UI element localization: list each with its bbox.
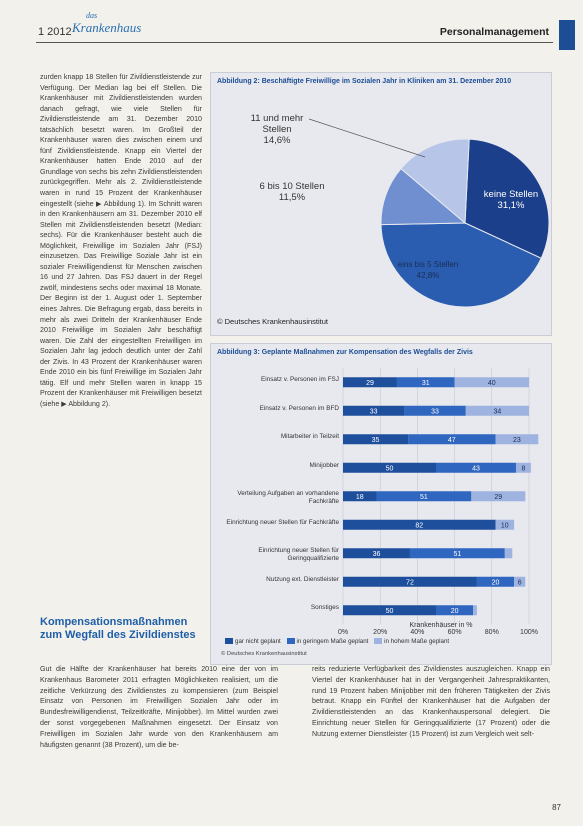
left-column-text bbox=[40, 72, 202, 612]
pie-label-1-5: eins bis 5 Stellen 42,8% bbox=[397, 260, 459, 280]
bar-category-label: Einsatz v. Personen im BFD bbox=[259, 404, 339, 412]
bar-value-label: 51 bbox=[453, 550, 462, 558]
bar-value-label: 33 bbox=[369, 408, 378, 416]
x-tick-label: 100% bbox=[520, 628, 538, 636]
legend-swatch-not-planned bbox=[225, 638, 233, 644]
logo-title: Krankenhaus bbox=[72, 20, 142, 35]
body-paragraph: zurden knapp 18 Stellen für Zivildienstleistende zur Verfügung. Der Median lag bei elf Stellen. Die Krankenhäuser mit Zivildienstleistenden wurden danach gefragt, wie viele Stellen für Zivildienstleistende am 31. Dezember 2010 tatsächlich besetzt waren. Im Großteil der Krankenhäuser waren dies zwischen einem und fünf Zivildienstleistende. Knapp ein Viertel der Krankenhäuser hatten Ende 2010 auf der Grundlage von sechs bis zehn Zivildienstleistenden zurückgegriffen. Mehr als 2. Zivildienstleistende waren in rund 15 Prozent der Krankenhäuser eingestellt (siehe ▶ Abbildung 1). Im Schnitt waren in den Krankenhäusern am 31. Dezember 2010 elf Stellen mit Zivildienstleistenden besetzt (Median: sechs). Für die Krankenhäuser besteht auch die Möglichkeit, Freiwillige im Sozialen Jahr (FSJ) einzusetzen. Das Freiwillige Soziale Jahr ist ein sozialer Freiwilligendienst für Menschen zwischen 16 und 27 Jahren. Das FSJ dauert in der Regel zwölf, mindestens sechs oder maximal 18 Monate. Der Beginn ist der 1. August oder 1. September eines Jahres. Die Befragung ergab, dass bereits in mehr als zwei Dritteln der Krankenhäuser Ende 2010 Freiwillige im Sozialen Jahr beschäftigt waren. Die Zahl der eingestellten Freiwilligen im Sozialen Jahr lag jedoch deutlich unter der Zahl der Zivis. In 43 Prozent der Krankenhäuser waren Ende 2010 ein bis fünf Freiwillige im Sozialen Jahr tätig. Elf und mehr Stellen waren in knapp 15 Prozent der Krankenhäuser mit Freiwilligen besetzt (siehe ▶ Abbildung 2). bbox=[40, 73, 202, 408]
x-tick-label: 80% bbox=[484, 628, 499, 636]
bar-category-label: Mitarbeiter in Teilzeit bbox=[280, 433, 339, 441]
legend-swatch-high bbox=[374, 638, 382, 644]
bar-value-label: 34 bbox=[493, 408, 502, 416]
bar-segment bbox=[505, 548, 512, 558]
bar-category-label: Minijobber bbox=[309, 461, 339, 469]
pie-label-none: keine Stellen 31,1% bbox=[483, 189, 539, 211]
bottom-left-column: Gut die Hälfte der Krankenhäuser hat bereits 2010 eine der von im Krankenhaus Barometer 2011 erfragten Möglichkeiten realisiert, um die zeitliche Verkürzung des Zivildienstes zu kompensieren (zum Beispiel Einsatz von Personen im Freiwilligen Sozialen Jahr oder im Bundesfreiwilligendienst, Teilzeitkräfte, Minijobber). Im Mittel wurden zwei der sonst vorgegebenen Maßnahmen eingesetzt. Der Einsatz von Freiwilligen im Sozialen Jahr wurde von den Krankenhäusern am häufigsten genannt (38 Prozent), um die be- bbox=[40, 665, 278, 749]
figure-3-title: Abbildung 3: Geplante Maßnahmen zur Kompensation des Wegfalls der Zivis bbox=[217, 349, 473, 356]
section-heading: Kompensationsmaßnahmen zum Wegfall des Zivildienstes bbox=[40, 616, 196, 641]
bar-value-label: 31 bbox=[421, 379, 430, 387]
bar-category-label: Verteilung Aufgaben an vorhandene Fachkräfte bbox=[237, 490, 339, 506]
bar-segment bbox=[473, 605, 477, 615]
bar-value-label: 36 bbox=[372, 550, 381, 558]
legend-label: gar nicht geplant bbox=[235, 638, 281, 645]
bar-value-label: 35 bbox=[371, 436, 380, 444]
pie-leader-line bbox=[309, 119, 425, 157]
bar-chart bbox=[211, 344, 551, 664]
x-tick-label: 20% bbox=[373, 628, 388, 636]
figure-3-copyright: © Deutsches Krankenhausinstitut bbox=[221, 651, 307, 657]
bar-value-label: 82 bbox=[415, 522, 424, 530]
bar-value-label: 50 bbox=[385, 607, 394, 615]
x-tick-label: 40% bbox=[410, 628, 425, 636]
bar-value-label: 29 bbox=[494, 493, 503, 501]
x-tick-label: 60% bbox=[447, 628, 462, 636]
bottom-right-column: reits reduzierte Verfügbarkeit des Zivildienstes auszugleichen. Knapp ein Viertel der Krankenhäuser hat in der Vergangenheit Jahrespraktikanten, rund 19 Prozent haben Minijobber mit den früheren Tätigkeiten der Zivis betraut. Knapp ein Fünftel der Krankenhäuser hat die Aufgaben der Zivildienstleistenden an das Krankenhauspersonal delegiert. Die Einrichtung neuer Stellen für Geringqualifizierte (17 Prozent) oder die Nutzung externer Dienstleister (15 Prozent) ist zum Vergleich weit selt- bbox=[312, 665, 550, 738]
legend-label: in geringem Maße geplant bbox=[296, 638, 369, 645]
bar-category-label: Einsatz v. Personen im FSJ bbox=[260, 376, 339, 384]
bar-value-label: 72 bbox=[406, 579, 414, 587]
page-number: 87 bbox=[552, 803, 561, 812]
bar-legend bbox=[221, 638, 449, 645]
bar-category-label: Sonstiges bbox=[310, 604, 339, 612]
figure-2-title: Abbildung 2: Beschäftigte Freiwillige im Sozialen Jahr in Kliniken am 31. Dezember 2010 bbox=[217, 78, 512, 85]
section-title: Personalmanagement bbox=[439, 26, 549, 38]
bar-value-label: 23 bbox=[513, 436, 521, 444]
pie-label-6-10: 6 bis 10 Stellen 11,5% bbox=[259, 181, 325, 203]
bar-category-label: Einrichtung neuer Stellen für Fachkräfte bbox=[226, 518, 339, 526]
legend-swatch-low bbox=[287, 638, 295, 644]
bar-value-label: 20 bbox=[491, 579, 500, 587]
section-tab bbox=[559, 20, 575, 50]
bar-value-label: 51 bbox=[420, 493, 428, 501]
bar-value-label: 33 bbox=[431, 408, 439, 416]
pie-label-11-plus: 11 und mehr Stellen 14,6% bbox=[250, 113, 304, 146]
header-rule bbox=[36, 42, 553, 43]
bar-value-label: 6 bbox=[517, 579, 522, 587]
bar-value-label: 43 bbox=[472, 465, 480, 473]
bar-value-label: 47 bbox=[447, 436, 456, 444]
journal-logo bbox=[72, 11, 142, 36]
bar-value-label: 20 bbox=[450, 607, 459, 615]
legend-label: in hohem Maße geplant bbox=[384, 638, 450, 645]
bar-category-label: Nutzung ext. Dienstleister bbox=[266, 575, 339, 583]
bar-value-label: 10 bbox=[500, 522, 509, 530]
logo-das: das bbox=[86, 11, 98, 20]
bar-value-label: 40 bbox=[487, 379, 496, 387]
figure-3-box bbox=[210, 343, 552, 665]
bar-value-label: 29 bbox=[366, 379, 374, 387]
bar-value-label: 50 bbox=[385, 465, 394, 473]
x-axis-label: Krankenhäuser in % bbox=[409, 622, 473, 629]
bar-category-label: Einrichtung neuer Stellen für Geringqualifizierte bbox=[258, 547, 339, 563]
bar-value-label: 18 bbox=[355, 493, 364, 501]
x-tick-label: 0% bbox=[337, 628, 349, 636]
figure-2-copyright: © Deutsches Krankenhausinstitut bbox=[217, 317, 329, 326]
bar-value-label: 8 bbox=[521, 465, 526, 473]
issue-number: 1 2012 bbox=[38, 26, 72, 38]
figure-2-box bbox=[210, 72, 552, 336]
